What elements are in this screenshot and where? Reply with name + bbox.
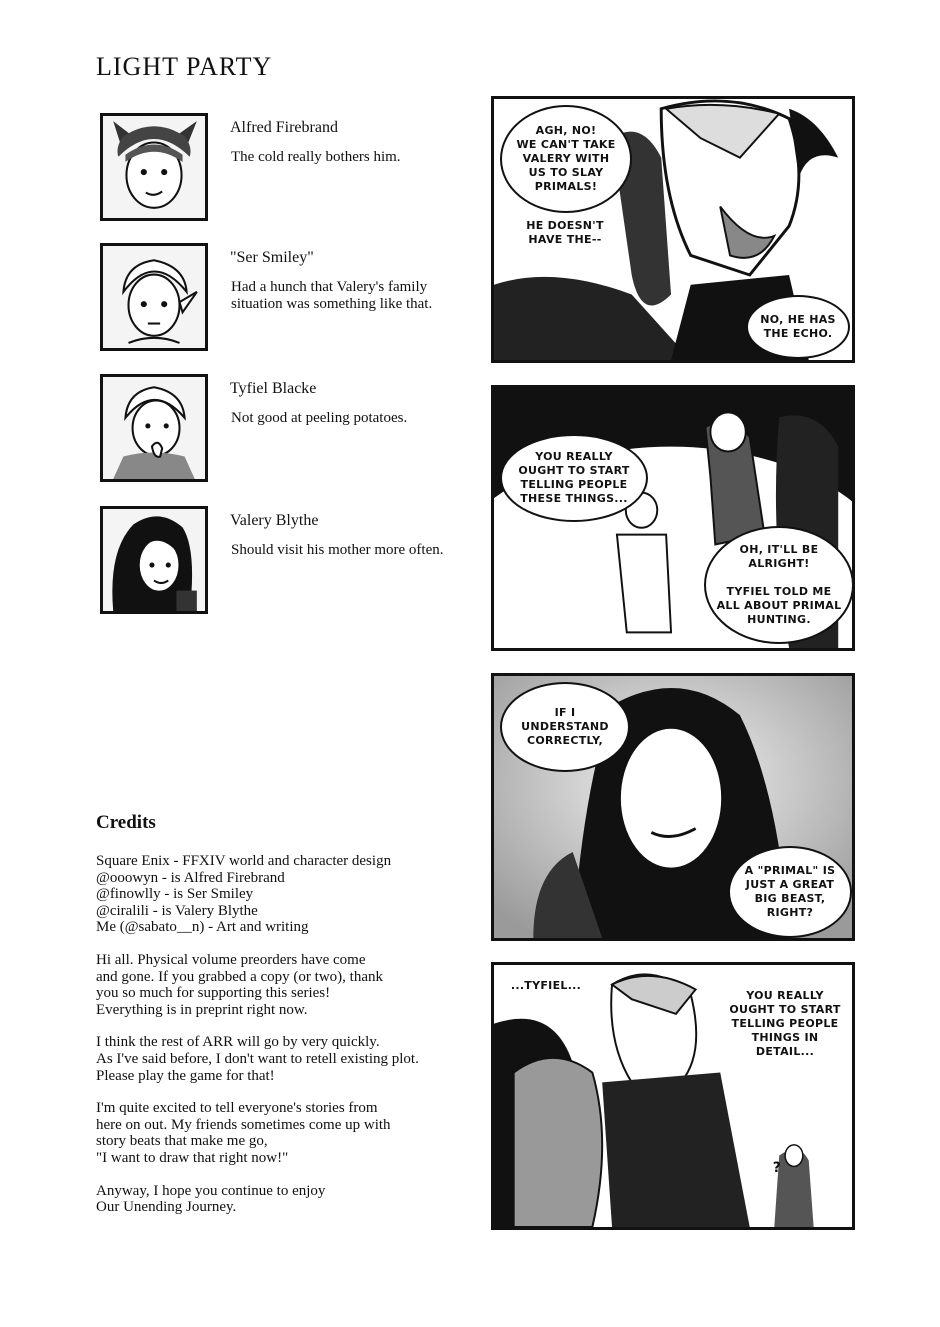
speech-text: HE DOESN'T HAVE THE-- bbox=[526, 219, 604, 246]
page-title: LIGHT PARTY bbox=[96, 52, 273, 81]
note-line: Our Unending Journey. bbox=[96, 1199, 237, 1216]
character-description: Had a hunch that Valery's family situation was something like that. bbox=[231, 279, 433, 312]
note-line: I'm quite excited to tell everyone's stories from bbox=[96, 1100, 378, 1117]
portrait-tyfiel bbox=[100, 374, 208, 482]
character-description: Not good at peeling potatoes. bbox=[231, 410, 408, 426]
question-mark: ? bbox=[772, 1160, 782, 1176]
note-line: Please play the game for that! bbox=[96, 1067, 275, 1084]
note-line: Anyway, I hope you continue to enjoy bbox=[96, 1182, 326, 1199]
credit-line: Me (@sabato__n) - Art and writing bbox=[96, 919, 309, 936]
credits-body bbox=[96, 853, 486, 1216]
note-line: here on out. My friends sometimes come up with bbox=[96, 1116, 391, 1133]
speech-text: YOU REALLY OUGHT TO START TELLING PEOPLE THINGS IN DETAIL... bbox=[729, 989, 841, 1058]
note-line: story beats that make me go, bbox=[96, 1133, 268, 1150]
credit-line: @ooowyn - is Alfred Firebrand bbox=[96, 869, 285, 886]
credit-line: @ciralili - is Valery Blythe bbox=[96, 902, 258, 919]
credit-line: Square Enix - FFXIV world and character design bbox=[96, 853, 392, 869]
note-line: and gone. If you grabbed a copy (or two), thank bbox=[96, 968, 383, 985]
speech-bubble: IF I UNDERSTAND CORRECTLY, bbox=[500, 682, 630, 772]
speech-bubble: NO, HE HAS THE ECHO. bbox=[746, 295, 850, 359]
character-name: "Ser Smiley" bbox=[230, 249, 314, 266]
speech-text: ...TYFIEL... bbox=[510, 979, 582, 992]
character-description: The cold really bothers him. bbox=[231, 149, 401, 165]
portrait-alfred bbox=[100, 113, 208, 221]
speech-bubble: AGH, NO! WE CAN'T TAKE VALERY WITH US TO SLAY PRIMALS! bbox=[500, 105, 632, 213]
note-line: you so much for supporting this series! bbox=[96, 985, 331, 1002]
comic-panel-2 bbox=[491, 385, 855, 651]
speech-bubble: YOU REALLY OUGHT TO START TELLING PEOPLE THESE THINGS... bbox=[500, 434, 648, 522]
comic-panel-3 bbox=[491, 673, 855, 941]
note-line: Everything is in preprint right now. bbox=[96, 1001, 308, 1018]
note-line: Hi all. Physical volume preorders have come bbox=[96, 951, 366, 968]
speech-bubble: OH, IT'LL BE ALRIGHT! TYFIEL TOLD ME ALL ABOUT PRIMAL HUNTING. bbox=[704, 526, 854, 644]
portrait-ser-smiley bbox=[100, 243, 208, 351]
character-entry-tyfiel bbox=[100, 374, 480, 486]
comic-panel-1 bbox=[491, 96, 855, 363]
character-name: Valery Blythe bbox=[230, 512, 319, 529]
note-line: As I've said before, I don't want to retell existing plot. bbox=[96, 1050, 419, 1067]
portrait-valery bbox=[100, 506, 208, 614]
character-entry-ser-smiley bbox=[100, 243, 480, 355]
character-name: Tyfiel Blacke bbox=[230, 380, 317, 397]
note-line: I think the rest of ARR will go by very quickly. bbox=[96, 1034, 380, 1051]
character-entry-alfred bbox=[100, 113, 480, 225]
credit-line: @finowlly - is Ser Smiley bbox=[96, 886, 254, 903]
comic-panel-4 bbox=[491, 962, 855, 1230]
character-entry-valery bbox=[100, 506, 480, 618]
speech-bubble: A "PRIMAL" IS JUST A GREAT BIG BEAST, RIGHT? bbox=[728, 846, 852, 938]
note-line: "I want to draw that right now!" bbox=[96, 1149, 289, 1166]
character-description: Should visit his mother more often. bbox=[231, 542, 444, 558]
character-name: Alfred Firebrand bbox=[230, 119, 338, 136]
speech-text: ...OH, OKAY. bbox=[516, 408, 596, 421]
credits-title: Credits bbox=[96, 812, 156, 833]
